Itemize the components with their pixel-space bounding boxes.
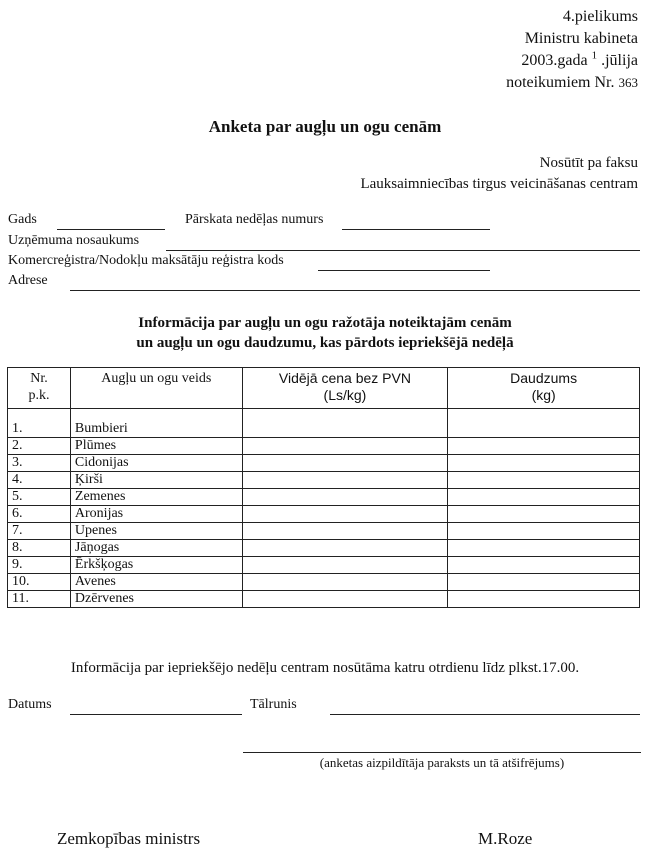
- annex-cabinet: Ministru kabineta: [524, 30, 638, 47]
- row-nr: 10.: [8, 574, 71, 591]
- row-name: Upenes: [70, 523, 242, 540]
- annex-day: 1: [591, 49, 598, 62]
- send-to: [360, 153, 638, 195]
- price-cell[interactable]: [242, 421, 448, 438]
- price-cell[interactable]: [242, 455, 448, 472]
- section-title-line1: Informācija par augļu un ogu ražotāja noteiktajām cenām: [138, 315, 512, 331]
- table-row: [8, 455, 640, 472]
- year-label: Gads: [8, 212, 37, 227]
- qty-cell[interactable]: [448, 523, 640, 540]
- header-type: [70, 368, 242, 409]
- date-label: Datums: [8, 697, 52, 712]
- date-field[interactable]: [70, 714, 242, 715]
- phone-field[interactable]: [330, 714, 640, 715]
- signature-caption: (anketas aizpildītāja paraksts un tā atšifrējums): [319, 755, 565, 770]
- qty-cell[interactable]: [448, 557, 640, 574]
- annex-month: .jūlija: [601, 52, 638, 69]
- header-qty-line2: (kg): [531, 387, 556, 403]
- header-type-text: Augļu un ogu veids: [101, 371, 212, 386]
- header-price: [242, 368, 448, 409]
- table-spacer-row: [8, 409, 640, 422]
- annex-regulations-prefix: noteikumiem Nr.: [506, 74, 615, 91]
- row-nr: 4.: [8, 472, 71, 489]
- header-nr-line1: Nr.: [30, 371, 48, 386]
- send-to-recipient: Lauksaimniecības tirgus veicināšanas centram: [360, 176, 638, 192]
- row-name: Plūmes: [70, 438, 242, 455]
- annex-header: [506, 6, 638, 94]
- price-cell[interactable]: [242, 523, 448, 540]
- annex-year: 2003.gada: [521, 52, 588, 69]
- price-cell[interactable]: [242, 540, 448, 557]
- footer-name: M.Roze: [478, 829, 533, 848]
- week-field[interactable]: [342, 229, 490, 230]
- section-title-line2: un augļu un ogu daudzumu, kas pārdots iepriekšējā nedēļā: [136, 335, 514, 351]
- price-cell[interactable]: [242, 506, 448, 523]
- annex-regulations: [506, 72, 638, 94]
- price-cell[interactable]: [242, 489, 448, 506]
- table-row: [8, 489, 640, 506]
- signature-line[interactable]: [243, 752, 641, 753]
- price-cell[interactable]: [242, 574, 448, 591]
- row-nr: 2.: [8, 438, 71, 455]
- table-row: [8, 506, 640, 523]
- header-qty-line1: Daudzums: [510, 370, 578, 386]
- row-nr: 7.: [8, 523, 71, 540]
- table-row: [8, 421, 640, 438]
- row-name: Zemenes: [70, 489, 242, 506]
- row-name: Ērkšķogas: [70, 557, 242, 574]
- row-nr: 5.: [8, 489, 71, 506]
- price-cell[interactable]: [242, 438, 448, 455]
- table-row: [8, 591, 640, 608]
- address-label: Adrese: [8, 273, 48, 288]
- row-name: Cidonijas: [70, 455, 242, 472]
- row-nr: 3.: [8, 455, 71, 472]
- row-nr: 8.: [8, 540, 71, 557]
- qty-cell[interactable]: [448, 455, 640, 472]
- registry-label: Komercreģistra/Nodokļu maksātāju reģistra kods: [8, 253, 284, 268]
- table-header-row: [8, 368, 640, 409]
- row-name: Jāņogas: [70, 540, 242, 557]
- header-qty: [448, 368, 640, 409]
- row-name: Avenes: [70, 574, 242, 591]
- header-price-line1: Vidējā cena bez PVN: [278, 370, 411, 386]
- row-name: Dzērvenes: [70, 591, 242, 608]
- address-field[interactable]: [70, 290, 640, 291]
- qty-cell[interactable]: [448, 472, 640, 489]
- header-price-line2: (Ls/kg): [323, 387, 367, 403]
- table-row: [8, 540, 640, 557]
- price-cell[interactable]: [242, 472, 448, 489]
- footer-position: Zemkopības ministrs: [57, 829, 201, 848]
- row-nr: 1.: [8, 421, 71, 438]
- spacer-cell: [448, 409, 640, 422]
- spacer-cell: [242, 409, 448, 422]
- send-to-fax: Nosūtīt pa faksu: [539, 155, 638, 171]
- annex-number: 4.pielikums: [562, 8, 638, 25]
- company-label: Uzņēmuma nosaukums: [8, 233, 140, 248]
- table-row: [8, 523, 640, 540]
- qty-cell[interactable]: [448, 421, 640, 438]
- spacer-cell: [70, 409, 242, 422]
- header-nr-line2: p.k.: [28, 388, 50, 403]
- qty-cell[interactable]: [448, 506, 640, 523]
- form-title: Anketa par augļu un ogu cenām: [208, 117, 442, 136]
- week-label: Pārskata nedēļas numurs: [185, 212, 324, 227]
- row-name: Ķirši: [70, 472, 242, 489]
- price-table: [7, 367, 640, 608]
- phone-label: Tālrunis: [250, 697, 297, 712]
- qty-cell[interactable]: [448, 574, 640, 591]
- table-row: [8, 438, 640, 455]
- row-nr: 6.: [8, 506, 71, 523]
- row-name: Bumbieri: [70, 421, 242, 438]
- qty-cell[interactable]: [448, 540, 640, 557]
- company-field[interactable]: [166, 250, 640, 251]
- annex-regulations-number: 363: [618, 75, 638, 90]
- table-row: [8, 574, 640, 591]
- submission-note: Informācija par iepriekšējo nedēļu centram nosūtāma katru otrdienu līdz plkst.17.00.: [70, 660, 580, 676]
- row-name: Aronijas: [70, 506, 242, 523]
- table-row: [8, 557, 640, 574]
- annex-date: [506, 50, 638, 72]
- price-cell[interactable]: [242, 591, 448, 608]
- header-nr: [8, 368, 71, 409]
- qty-cell[interactable]: [448, 489, 640, 506]
- spacer-cell: [8, 409, 71, 422]
- section-title: [0, 313, 650, 353]
- qty-cell[interactable]: [448, 591, 640, 608]
- table-row: [8, 472, 640, 489]
- price-cell[interactable]: [242, 557, 448, 574]
- row-nr: 9.: [8, 557, 71, 574]
- row-nr: 11.: [8, 591, 71, 608]
- qty-cell[interactable]: [448, 438, 640, 455]
- year-field[interactable]: [57, 229, 165, 230]
- registry-field[interactable]: [318, 270, 490, 271]
